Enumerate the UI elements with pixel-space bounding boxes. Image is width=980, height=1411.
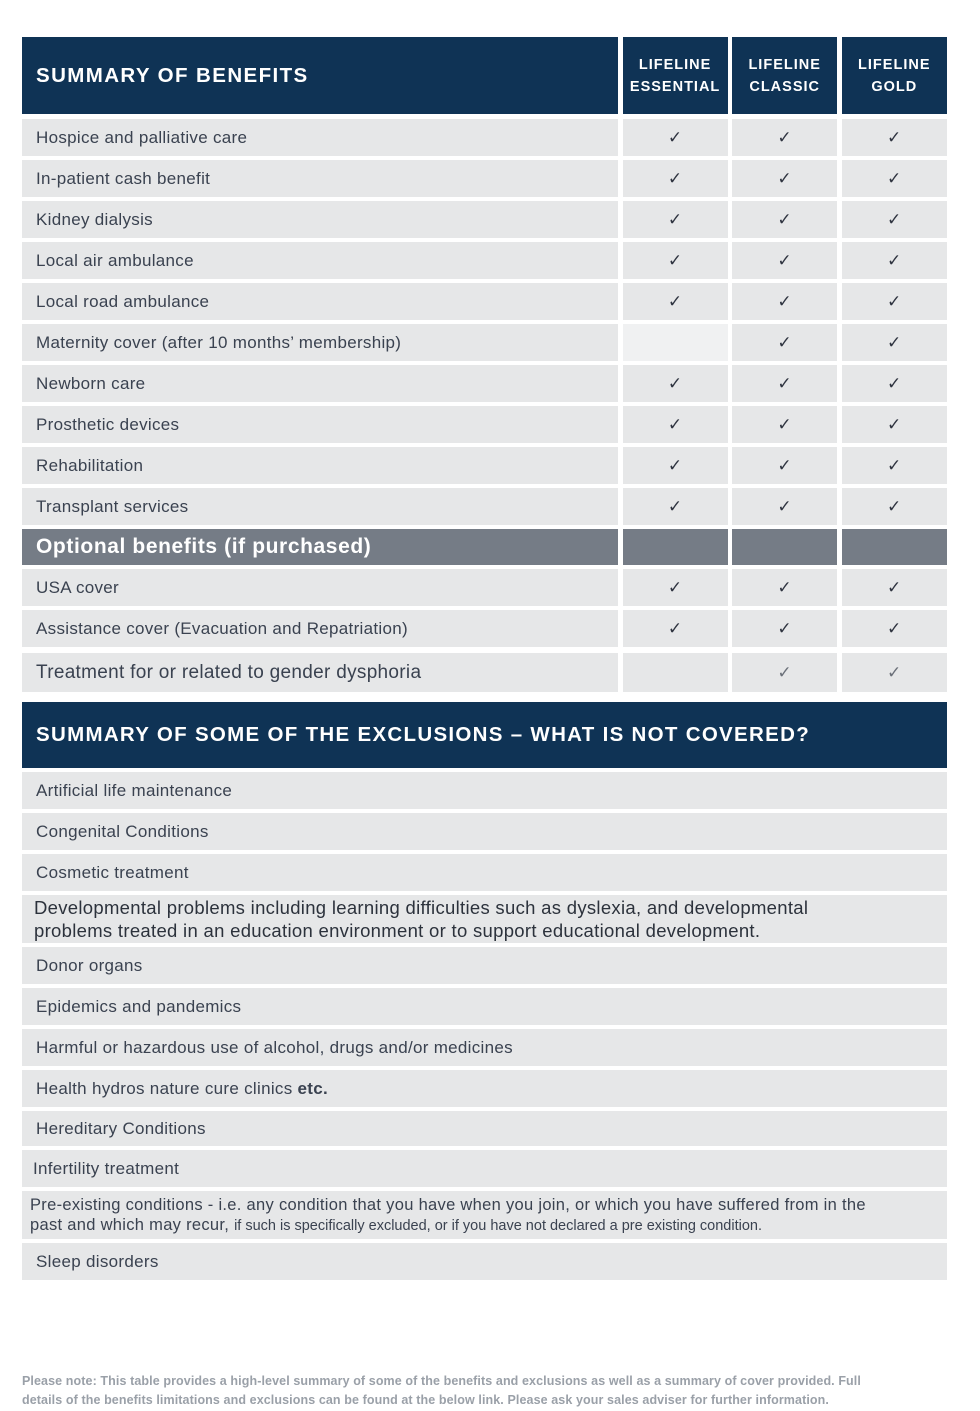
tick-classic: ✓ (732, 610, 837, 647)
tick-classic: ✓ (732, 447, 837, 484)
developmental-line1: Developmental problems including learning difficulties such as dyslexia, and developmental (34, 897, 809, 918)
exclusion-item: Harmful or hazardous use of alcohol, drugs and/or medicines (22, 1029, 947, 1066)
benefit-label: Transplant services (22, 488, 618, 525)
tick-gold: ✓ (842, 242, 947, 279)
benefit-label: In-patient cash benefit (22, 160, 618, 197)
developmental-line2: problems treated in an education environment or to support educational development. (34, 920, 761, 941)
optional-header-classic (732, 529, 837, 565)
preexisting-line2-b: if such is specifically excluded, or if you have not declared a pre existing condition. (234, 1217, 762, 1234)
benefits-title: SUMMARY OF BENEFITS (22, 37, 618, 114)
benefits-document (22, 37, 947, 1284)
plan-gold-line1: LIFELINE (858, 56, 931, 73)
tick-essential: ✓ (623, 242, 728, 279)
health-hydros-etc: etc. (297, 1078, 329, 1098)
benefit-label: Hospice and palliative care (22, 119, 618, 156)
plan-header-classic (732, 37, 837, 114)
plan-header-gold (842, 37, 947, 114)
tick-classic: ✓ (732, 569, 837, 606)
exclusion-item: Infertility treatment (22, 1150, 947, 1187)
tick-gold: ✓ (842, 447, 947, 484)
optional-header-essential (623, 529, 728, 565)
benefit-label: Kidney dialysis (22, 201, 618, 238)
footnote-line1: Please note: This table provides a high-level summary of some of the benefits and exclusions as well as a summary of cover provided. Full (22, 1374, 861, 1388)
tick-essential: ✓ (623, 119, 728, 156)
tick-classic: ✓ (732, 324, 837, 361)
tick-essential: ✓ (623, 365, 728, 402)
plan-classic-line2: CLASSIC (749, 78, 820, 95)
plan-classic-line1: LIFELINE (748, 56, 821, 73)
tick-essential: ✓ (623, 447, 728, 484)
exclusion-item-developmental (22, 895, 947, 943)
tick-classic: ✓ (732, 119, 837, 156)
optional-benefit-text: Treatment for or related to gender dysphoria (36, 661, 422, 683)
exclusion-item: Artificial life maintenance (22, 772, 947, 809)
exclusion-item: Congenital Conditions (22, 813, 947, 850)
benefit-label: Maternity cover (after 10 months’ membership) (22, 324, 618, 361)
tick-classic: ✓ (732, 406, 837, 443)
tick-gold: ✓ (842, 488, 947, 525)
exclusions-title: SUMMARY OF SOME OF THE EXCLUSIONS – WHAT IS NOT COVERED? (22, 702, 947, 768)
benefits-rows (22, 119, 947, 692)
tick-essential: ✓ (623, 283, 728, 320)
benefit-label: Local road ambulance (22, 283, 618, 320)
optional-header-gold (842, 529, 947, 565)
footnote-line2: details of the benefits limitations and exclusions can be found at the below link. Please ask your sales adviser for further information. (22, 1393, 829, 1407)
tick-classic: ✓ (732, 283, 837, 320)
optional-benefit-label: USA cover (22, 569, 618, 606)
tick-gold: ✓ (842, 283, 947, 320)
exclusion-item: Hereditary Conditions (22, 1111, 947, 1146)
tick-gold: ✓ (842, 610, 947, 647)
tick-gold: ✓ (842, 569, 947, 606)
benefit-label: Prosthetic devices (22, 406, 618, 443)
tick-gold: ✓ (842, 201, 947, 238)
tick-gold: ✓ (842, 160, 947, 197)
benefit-label: Local air ambulance (22, 242, 618, 279)
tick-classic: ✓ (732, 488, 837, 525)
tick-gold: ✓ (842, 653, 947, 692)
tick-gold: ✓ (842, 365, 947, 402)
tick-essential: ✓ (623, 488, 728, 525)
tick-essential-empty (623, 324, 728, 361)
benefit-label: Rehabilitation (22, 447, 618, 484)
tick-essential: ✓ (623, 160, 728, 197)
preexisting-line2 (30, 1215, 866, 1236)
exclusion-item: Epidemics and pandemics (22, 988, 947, 1025)
health-hydros-text: Health hydros nature cure clinics (36, 1078, 298, 1098)
preexisting-line2-a: past and which may recur, (30, 1215, 235, 1234)
benefits-table (22, 37, 947, 114)
exclusion-item: Cosmetic treatment (22, 854, 947, 891)
exclusions-list (22, 772, 947, 1280)
footnote (22, 1372, 942, 1410)
tick-essential: ✓ (623, 610, 728, 647)
exclusion-item: Donor organs (22, 947, 947, 984)
exclusion-item-health-hydros (22, 1070, 947, 1107)
tick-classic: ✓ (732, 242, 837, 279)
tick-essential: ✓ (623, 569, 728, 606)
exclusion-item-preexisting (22, 1191, 947, 1239)
optional-benefit-label: Assistance cover (Evacuation and Repatriation) (22, 610, 618, 647)
tick-gold: ✓ (842, 324, 947, 361)
benefit-label: Newborn care (22, 365, 618, 402)
tick-classic: ✓ (732, 201, 837, 238)
plan-gold-line2: GOLD (871, 78, 918, 95)
tick-essential: ✓ (623, 406, 728, 443)
tick-classic: ✓ (732, 365, 837, 402)
tick-gold: ✓ (842, 406, 947, 443)
exclusion-item: Sleep disorders (22, 1243, 947, 1280)
tick-classic: ✓ (732, 653, 837, 692)
tick-essential-empty (623, 653, 728, 692)
plan-essential-line2: ESSENTIAL (629, 78, 721, 95)
plan-essential-line1: LIFELINE (638, 56, 712, 73)
tick-classic: ✓ (732, 160, 837, 197)
optional-benefit-label (22, 653, 618, 692)
plan-header-essential (623, 37, 728, 114)
tick-gold: ✓ (842, 119, 947, 156)
tick-essential: ✓ (623, 201, 728, 238)
preexisting-line1: Pre-existing conditions - i.e. any condition that you have when you join, or which you have suffered from in the (30, 1195, 866, 1214)
optional-benefits-title: Optional benefits (if purchased) (22, 529, 618, 565)
